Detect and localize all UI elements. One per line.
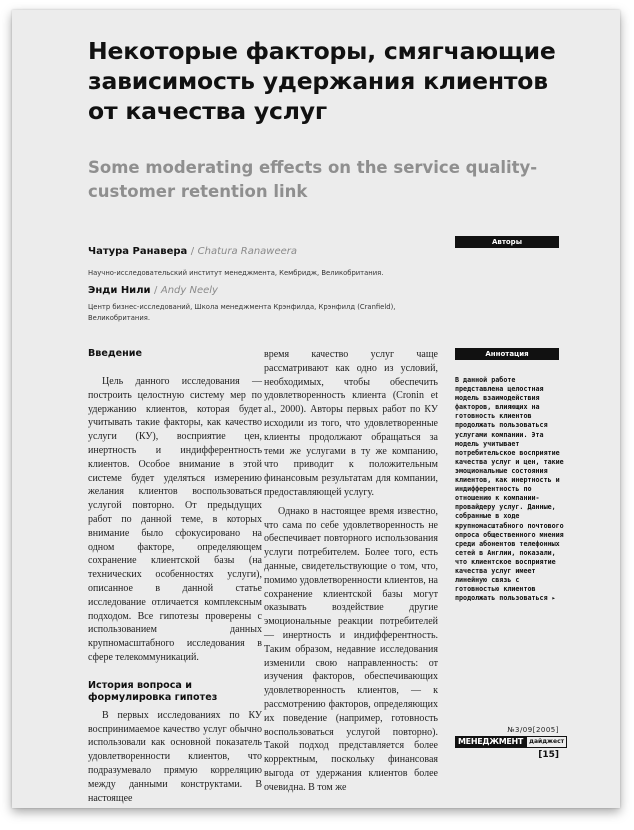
journal-name-suffix: дайджест (526, 736, 567, 748)
author-name-russian: Энди Нили (88, 285, 151, 296)
author-separator: / (190, 246, 195, 257)
paragraph: В первых исследованиях по КУ воспринимаемое качество услуг обычно использовали как основной показатель удовлетворенности клиентов, что подразумевало прямую корреляцию между данными конструктами. В настоящее (88, 709, 262, 804)
paragraph: время качество услуг чаще рассматривают как одно из условий, необходимых, чтобы обеспечить удовлетворенность клиента (Cronin et al., 2000). Авторы первых работ по КУ исходили из того, что удовлетворенные клиенты продолжают обращаться за теми же услугами в ту же компанию, что приводит к положительным финансовым результатам для компании, предоставляющей услугу. (264, 349, 438, 498)
article-title-english: Some moderating effects on the service quality-customer retention link (88, 158, 538, 201)
author-affiliation: Центр бизнес-исследований, Школа менеджмента Крэнфилда, Крэнфилд (Cranfield), Великобритания. (88, 303, 396, 322)
author-affiliation: Научно-исследовательский институт менеджмента, Кембридж, Великобритания. (88, 269, 384, 277)
paragraph: Однако в настоящее время известно, что сама по себе удовлетворенность не обеспечивает повторного использования услуги потребителем. Более того, есть данные, свидетельствующие о том, что, помимо удовлетворенности клиентов, на сохранение клиентской базы могут оказывать воздействие другие эмоциональные реакции потребителей — инертность и индифферентность. Таким образом, недавние исследования изменили свою направленность: от изучения факторов, обеспечивающих удовлетворенность клиентов, — к рассмотрению факторов, определяющих их поведение (например, готовность воспользоваться услугой повторно). Такой подход представляется более корректным, поскольку финансовая выгода от удержания клиентов более очевидна. В том же (264, 505, 438, 793)
author-separator: / (154, 285, 158, 296)
journal-name: МЕНЕДЖМЕНТ (455, 736, 526, 748)
author-name (88, 285, 218, 296)
authors-label: Авторы (455, 236, 559, 248)
journal-page (12, 10, 620, 808)
section-heading-history: История вопроса и формулировка гипотез (88, 679, 218, 703)
issue-number: №3/09[2005] (507, 726, 559, 734)
text-column-left (88, 348, 262, 805)
author-name-latin: Andy Neely (160, 285, 218, 296)
author-name-latin: Chatura Ranaweera (197, 246, 298, 257)
abstract-label: Аннотация (455, 348, 559, 360)
section-heading-introduction: Введение (88, 348, 143, 359)
abstract-text: В данной работе представлена целостная модель взаимодействия факторов, влияющих на готовность клиентов продолжать пользоваться услугами компании. Эта модель учитывает потребительское восприятие качества услуг и цен, такие эмоциональные состояния клиентов, как инертность и индифферентность по отношению к компании-провайдеру услуг. Данные, собранные в ходе крупномасштабного почтового опроса общественного мнения среди абонентов телефонных сетей в Англии, показали, что клиентское восприятие качества услуг имеет линейную связь с готовностью клиентов продолжать пользоваться ▸ (455, 376, 564, 603)
author-name-russian: Чатура Ранавера (88, 246, 188, 257)
author-name (88, 246, 297, 257)
text-column-right (264, 348, 438, 795)
article-title-russian: Некоторые факторы, смягчающие зависимость удержания клиентов от качества услуг (88, 37, 556, 125)
journal-logo (455, 736, 565, 748)
page-number: [15] (538, 750, 559, 760)
paragraph: Цель данного исследования — построить целостную систему мер по удержанию клиентов, которая будет учитывать такие факторы, как качество услуги (КУ), восприятие цен, инертность и индифферентность клиентов. Особое внимание в этой системе будет уделяться измерению желания клиентов воспользоваться услугой повторно. От предыдущих работ по данной теме, в которых внимание было сфокусировано на одном факторе, определяющем сохранение клиентской базы (на технических особенностях услуги), описанное в данной статье исследование отличается комплексным подходом. Все гипотезы проверены с использованием данных крупномасштабного исследования в сфере телекоммуникаций. (88, 376, 262, 663)
